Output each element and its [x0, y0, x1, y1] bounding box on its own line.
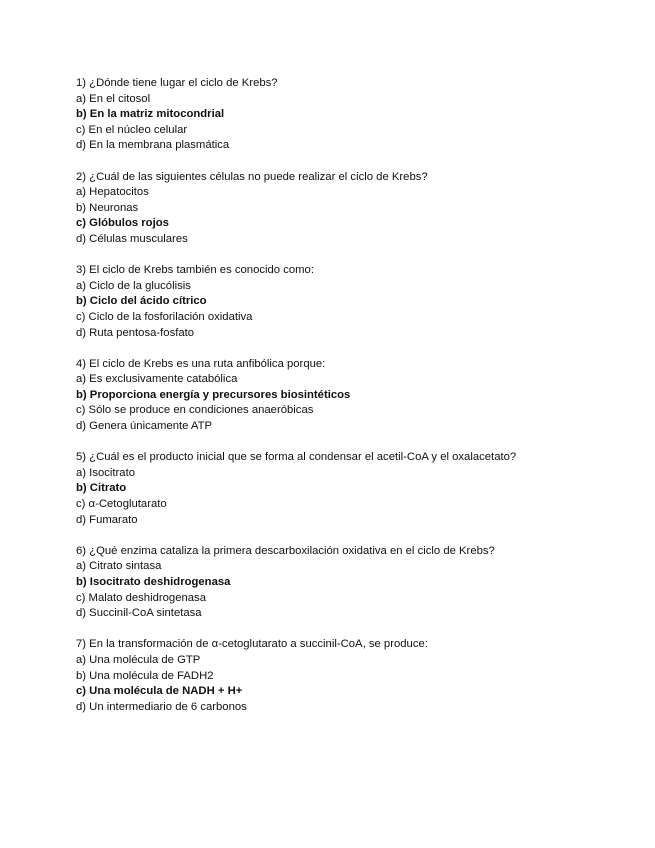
answer-option: a) Citrato sintasa: [76, 560, 162, 573]
answer-option: b) Una molécula de FADH2: [76, 669, 214, 682]
answer-option-correct: c) Glóbulos rojos: [76, 217, 169, 230]
answer-option: a) En el citosol: [76, 92, 151, 105]
quiz-document: [76, 76, 596, 731]
answer-option: b) Neuronas: [76, 201, 139, 214]
question-text: 1) ¿Dónde tiene lugar el ciclo de Krebs?: [76, 77, 278, 89]
question-block: [76, 637, 596, 715]
answer-option: a) Hepatocitos: [76, 186, 149, 199]
answer-option: a) Isocitrato: [76, 466, 136, 479]
question-text: 2) ¿Cuál de las siguientes células no puede realizar el ciclo de Krebs?: [76, 170, 428, 183]
answer-option: d) Fumarato: [76, 513, 138, 526]
answer-option-correct: b) Ciclo del ácido cítrico: [76, 295, 207, 308]
answer-option: d) Un intermediario de 6 carbonos: [76, 700, 247, 713]
answer-option: d) En la membrana plasmática: [76, 139, 230, 152]
question-text: 7) En la transformación de α-cetoglutarato a succinil-CoA, se produce:: [76, 638, 428, 651]
answer-option: d) Genera únicamente ATP: [76, 420, 213, 433]
answer-option-correct: c) Una molécula de NADH + H+: [76, 685, 243, 698]
answer-option-correct: b) Proporciona energía y precursores biosintéticos: [76, 388, 351, 401]
question-block: [76, 263, 596, 341]
question-block: [76, 544, 596, 622]
answer-option: c) α-Cetoglutarato: [76, 498, 167, 511]
answer-option: a) Ciclo de la glucólisis: [76, 279, 191, 292]
answer-option: c) Ciclo de la fosforilación oxidativa: [76, 310, 253, 323]
question-text: 3) El ciclo de Krebs también es conocido como:: [76, 264, 314, 277]
answer-option: a) Es exclusivamente catabólica: [76, 373, 238, 386]
answer-option: d) Células musculares: [76, 232, 188, 245]
answer-option: c) En el núcleo celular: [76, 123, 188, 136]
answer-option: c) Sólo se produce en condiciones anaeróbicas: [76, 404, 314, 417]
answer-option: c) Malato deshidrogenasa: [76, 591, 206, 604]
question-block: [76, 76, 596, 154]
question-block: [76, 450, 596, 528]
answer-option: d) Succinil-CoA sintetasa: [76, 607, 202, 620]
answer-option-correct: b) Citrato: [76, 482, 127, 495]
question-text: 4) El ciclo de Krebs es una ruta anfibólica porque:: [76, 357, 326, 370]
question-block: [76, 357, 596, 435]
question-block: [76, 170, 596, 248]
answer-option-correct: b) Isocitrato deshidrogenasa: [76, 576, 231, 588]
question-text: 5) ¿Cuál es el producto inicial que se forma al condensar el acetil-CoA y el oxalacetato?: [76, 451, 517, 464]
answer-option: d) Ruta pentosa-fosfato: [76, 326, 195, 339]
question-text: 6) ¿Qué enzima cataliza la primera descarboxilación oxidativa en el ciclo de Krebs?: [76, 544, 495, 557]
answer-option: a) Una molécula de GTP: [76, 653, 201, 666]
answer-option-correct: b) En la matriz mitocondrial: [76, 108, 225, 121]
